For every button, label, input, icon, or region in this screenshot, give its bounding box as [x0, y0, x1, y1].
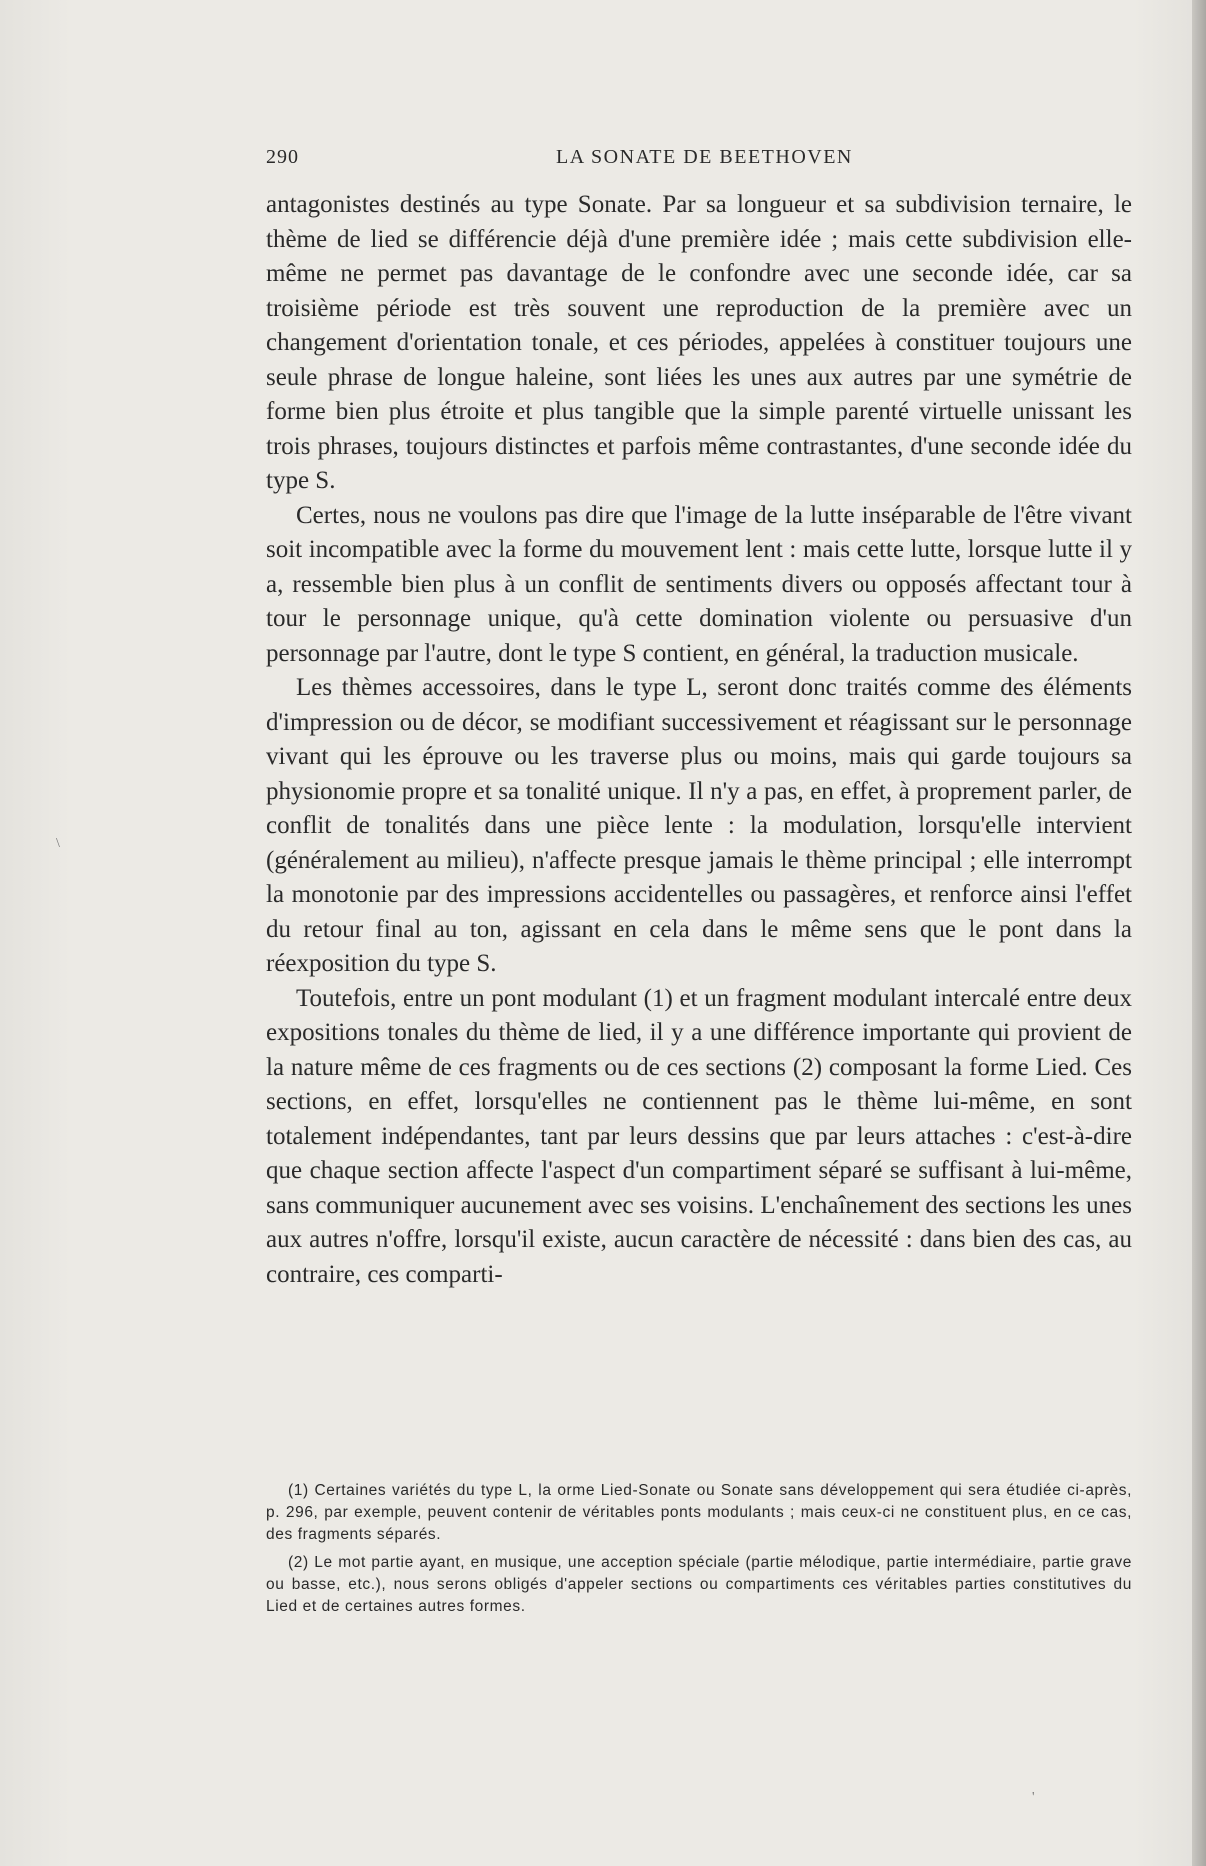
body-text: [266, 188, 1132, 1292]
footnote: (1) Certaines variétés du type L, la orme Lied-Sonate ou Sonate sans développement qui sera étudiée ci-après, p. 296, par exemple, peuvent contenir de véritables ponts modulants ; mais ceux-ci ne constituent plus, en ce cas, des fragments séparés.: [266, 1482, 1132, 1543]
footnotes: [266, 1480, 1132, 1624]
margin-mark: \: [56, 836, 60, 851]
margin-mark: ': [1032, 1790, 1035, 1805]
paragraph: Certes, nous ne voulons pas dire que l'image de la lutte inséparable de l'être vivant soit incompatible avec la forme du mouvement lent : mais cette lutte, lorsque lutte il y a, ressemble bien plus à un conflit de sentiments divers ou opposés affectant tour à tour le personnage unique, qu'à cette domination violente ou persuasive d'un personnage par l'autre, dont le type S contient, en général, la traduction musicale.: [266, 501, 1132, 667]
paragraph: Les thèmes accessoires, dans le type L, seront donc traités comme des éléments d'impression ou de décor, se modifiant successivement et réagissant sur le personnage vivant qui les éprouve ou les traverse plus ou moins, mais qui garde toujours sa physionomie propre et sa tonalité unique. Il n'y a pas, en effet, à proprement parler, de conflit de tonalités dans une pièce lente : la modulation, lorsqu'elle intervient (généralement au milieu), n'affecte presque jamais le thème principal ; elle interrompt la monotonie par des impressions accidentelles ou passagères, et renforce ainsi l'effet du retour final au ton, agissant en cela dans le même sens que le pont dans la réexposition du type S.: [266, 674, 1132, 977]
page-edge-shadow: [1192, 0, 1206, 1866]
running-title: LA SONATE DE BEETHOVEN: [556, 146, 853, 168]
page-number: 290: [266, 146, 299, 168]
page-header: [266, 146, 1128, 176]
footnote: (2) Le mot partie ayant, en musique, une acception spéciale (partie mélodique, partie intermédiaire, partie grave ou basse, etc.), nous serons obligés d'appeler sections ou compartiments ces véritables parties constitutives du Lied et de certaines autres formes.: [266, 1554, 1132, 1615]
paragraph: antagonistes destinés au type Sonate. Par sa longueur et sa subdivision ternaire, le thème de lied se différencie déjà d'une première idée ; mais cette subdivision elle-même ne permet pas davantage de le confondre avec une seconde idée, car sa troisième période est très souvent une reproduction de la première avec un changement d'orientation tonale, et ces périodes, appelées à constituer toujours une seule phrase de longue haleine, sont liées les unes aux autres par une symétrie de forme bien plus étroite et plus tangible que la simple parenté virtuelle unissant les trois phrases, toujours distinctes et parfois même contrastantes, d'une seconde idée du type S.: [266, 191, 1132, 494]
paragraph: Toutefois, entre un pont modulant (1) et un fragment modulant intercalé entre deux expositions tonales du thème de lied, il y a une différence importante qui provient de la nature même de ces fragments ou de ces sections (2) composant la forme Lied. Ces sections, en effet, lorsqu'elles ne contiennent pas le thème lui-même, en sont totalement indépendantes, tant par leurs dessins que par leurs attaches : c'est-à-dire que chaque section affecte l'aspect d'un compartiment séparé se suffisant à lui-même, sans communiquer aucunement avec ses voisins. L'enchaînement des sections les unes aux autres n'offre, lorsqu'il existe, aucun caractère de nécessité : dans bien des cas, au contraire, ces comparti-: [266, 984, 1132, 1288]
